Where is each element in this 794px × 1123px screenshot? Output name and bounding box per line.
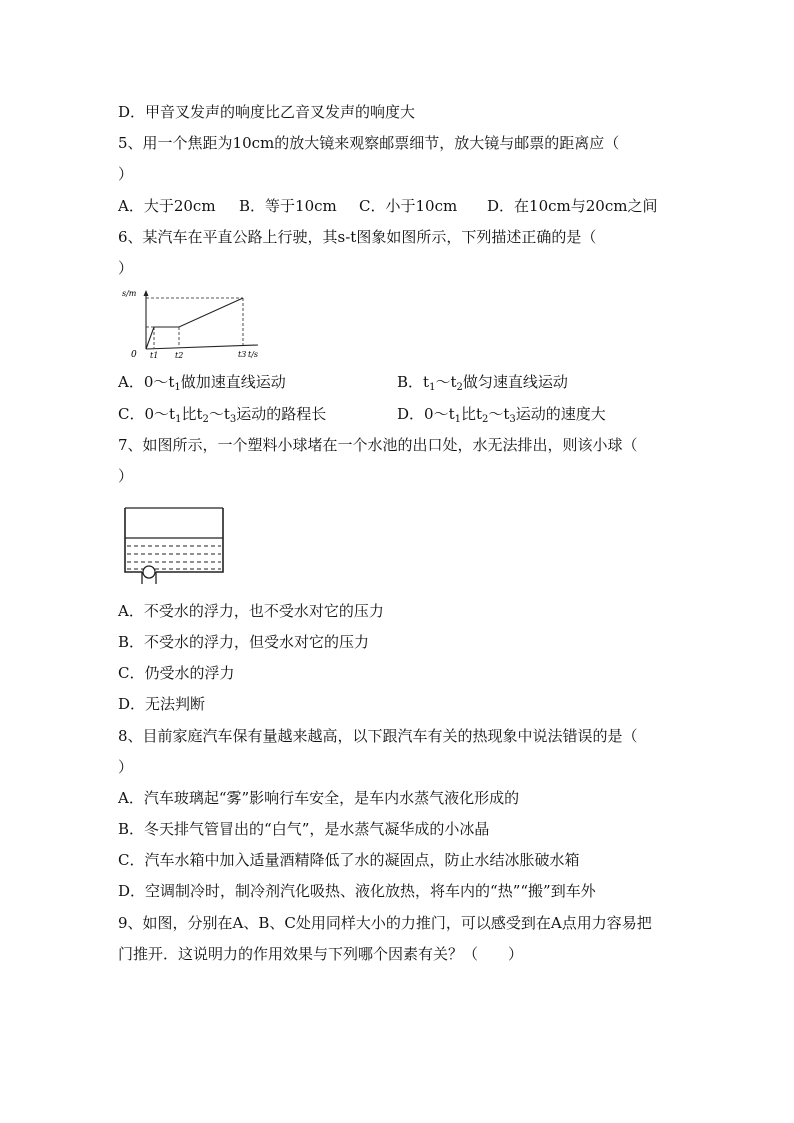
q5-stem: 5、用一个焦距为10cm的放大镜来观察邮票细节，放大镜与邮票的距离应（ [118,134,620,152]
q6-option-a: A．$0\sim t_1$做加速直线运动 [118,373,286,393]
q8-stem: 8、目前家庭汽车保有量越来越高，以下跟汽车有关的热现象中说法错误的是（ [118,727,638,745]
y-axis-label: s/m [122,289,137,298]
q9-stem-line1: 9、如图，分别在A、B、C处用同样大小的力推门，可以感受到在A点用力容易把 [118,914,652,932]
q6-stem-close: ） [118,259,134,277]
q7-option-d: D．无法判断 [118,695,206,713]
q6-option-d: D．$0\sim t_1$比$t_2\sim t_3$运动的速度大 [397,405,606,425]
q7-stem: 7、如图所示，一个塑料小球堵在一个水池的出口处，水无法排出，则该小球（ [118,436,638,454]
q4-option-d: D．甲音叉发声的响度比乙音叉发声的响度大 [118,103,416,121]
x-axis [146,345,258,349]
q7-option-c: C．仍受水的浮力 [118,664,235,682]
t3-label: t3 [238,350,247,359]
plastic-ball [143,566,155,578]
q7-option-a: A．不受水的浮力，也不受水对它的压力 [118,602,384,620]
q8-option-b: B．冬天排气管冒出的“白气”，是水蒸气凝华成的小冰晶 [118,820,490,838]
y-axis-arrow [144,290,149,296]
q5-option-b: B．等于10cm [239,197,337,215]
x-axis-unit-label: t/s [248,350,259,359]
q5-option-d: D．在10cm与20cm之间 [487,197,658,215]
q8-option-d: D．空调制冷时，制冷剂汽化吸热、液化放热，将车内的“热”“搬”到车外 [118,882,596,900]
q8-stem-close: ） [118,758,134,776]
q5-stem-close: ） [118,165,134,183]
q6-st-graph [118,285,268,365]
q8-option-c: C．汽车水箱中加入适量酒精降低了水的凝固点，防止水结冰胀破水箱 [118,851,580,869]
q7-option-b: B．不受水的浮力，但受水对它的压力 [118,633,370,651]
q6-option-b: B．$t_1\sim t_2$做匀速直线运动 [397,373,568,393]
t2-label: t2 [175,351,184,360]
q6-stem: 6、某汽车在平直公路上行驶，其s-t图象如图所示，下列描述正确的是（ [118,228,597,246]
q6-option-c: C．$0\sim t_1$比$t_2\sim t_3$运动的路程长 [118,405,327,425]
pool-walls [125,508,223,572]
q5-option-a: A．大于20cm [118,197,216,215]
origin-label: 0 [131,350,137,360]
t1-label: t1 [150,351,159,360]
q9-stem-line2: 门推开．这说明力的作用效果与下列哪个因素有关？（ ） [118,945,524,963]
q5-option-c: C．小于10cm [359,197,458,215]
s-t-line [146,298,243,349]
q8-option-a: A．汽车玻璃起“雾”影响行车安全，是车内水蒸气液化形成的 [118,789,520,807]
q7-stem-close: ） [118,467,134,485]
q7-pool-diagram [118,500,230,586]
